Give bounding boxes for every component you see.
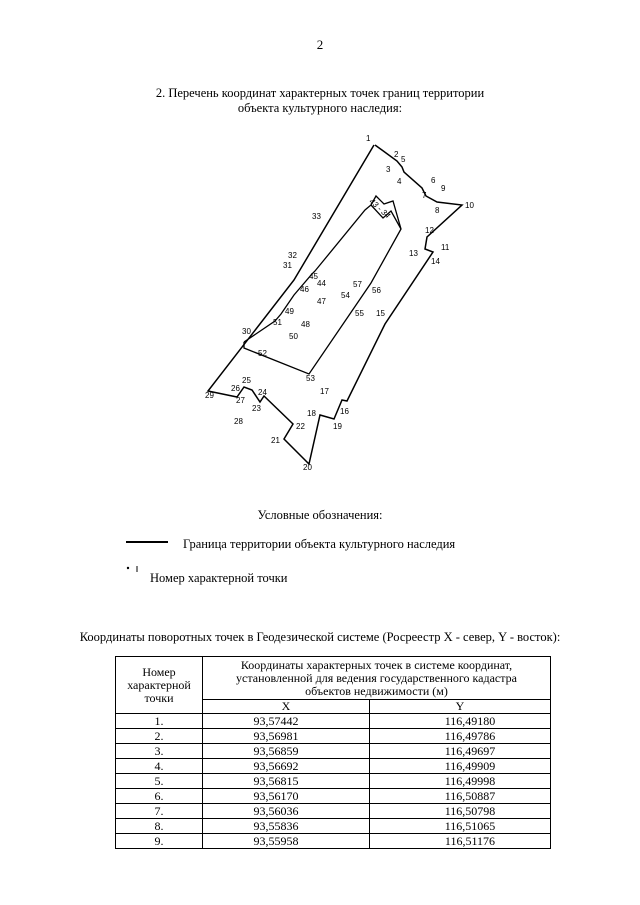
point-label: 44 xyxy=(317,279,326,288)
page-number: 2 xyxy=(316,37,324,52)
cell-point-number: 3. xyxy=(116,744,203,759)
legend-boundary-label: Граница территории объекта культурного наследия xyxy=(183,537,456,551)
point-label: 7 xyxy=(422,191,427,200)
point-label: 20 xyxy=(303,463,312,472)
point-label: 24 xyxy=(258,388,267,397)
header-group-line: Координаты характерных точек в системе координат, xyxy=(240,657,513,672)
point-label: 32 xyxy=(288,251,297,260)
point-label: 30 xyxy=(242,327,251,336)
header-x: X xyxy=(203,700,370,714)
cell-x: 93,57442 xyxy=(203,714,370,729)
cell-point-number: 6. xyxy=(116,789,203,804)
point-label: 55 xyxy=(355,309,364,318)
cell-point-number: 9. xyxy=(116,834,203,849)
cell-y: 116,51065 xyxy=(369,819,550,834)
legend-point-label: Номер характерной точки xyxy=(150,571,288,585)
cell-y: 116,49697 xyxy=(369,744,550,759)
point-label: 15 xyxy=(376,309,385,318)
point-label: 2 xyxy=(394,150,399,159)
legend-point-marker-icon xyxy=(126,565,140,575)
table-row xyxy=(116,804,551,819)
cell-point-number: 1. xyxy=(116,714,203,729)
point-label: 13 xyxy=(409,249,418,258)
header-coordinates-group xyxy=(203,657,551,700)
cell-point-number: 7. xyxy=(116,804,203,819)
point-label: 27 xyxy=(236,396,245,405)
point-label: 12 xyxy=(425,226,434,235)
point-label: 6 xyxy=(431,176,436,185)
point-label: 48 xyxy=(301,320,310,329)
point-label: 51 xyxy=(273,318,282,327)
point-label: 19 xyxy=(333,422,342,431)
legend-title: Условные обозначения: xyxy=(257,508,383,522)
cell-y: 116,50798 xyxy=(369,804,550,819)
point-label: 46 xyxy=(300,285,309,294)
section-heading-line-1: 2. Перечень координат характерных точек границ территории xyxy=(155,86,485,100)
point-label: 25 xyxy=(242,376,251,385)
point-label: 16 xyxy=(340,407,349,416)
coordinates-table xyxy=(115,656,551,849)
table-row xyxy=(116,759,551,774)
point-label: 3 xyxy=(386,165,391,174)
point-label: 4 xyxy=(397,177,402,186)
table-row xyxy=(116,789,551,804)
cell-y: 116,49909 xyxy=(369,759,550,774)
point-label: 26 xyxy=(231,384,240,393)
cell-x: 93,56859 xyxy=(203,744,370,759)
point-label: 5 xyxy=(401,155,406,164)
table-row xyxy=(116,729,551,744)
cell-point-number: 8. xyxy=(116,819,203,834)
table-row xyxy=(116,819,551,834)
point-label: 22 xyxy=(296,422,305,431)
point-label: 43 - 34 xyxy=(367,196,392,221)
cell-x: 93,56815 xyxy=(203,774,370,789)
cell-x: 93,56036 xyxy=(203,804,370,819)
point-label: 21 xyxy=(271,436,280,445)
header-point-number xyxy=(116,657,203,714)
cell-x: 93,56981 xyxy=(203,729,370,744)
point-label: 47 xyxy=(317,297,326,306)
point-label: 56 xyxy=(372,286,381,295)
point-label: 14 xyxy=(431,257,440,266)
point-label: 33 xyxy=(312,212,321,221)
cell-x: 93,55836 xyxy=(203,819,370,834)
cell-y: 116,49180 xyxy=(369,714,550,729)
table-row xyxy=(116,714,551,729)
header-point-line: точки xyxy=(144,690,174,705)
cell-point-number: 4. xyxy=(116,759,203,774)
cell-x: 93,56692 xyxy=(203,759,370,774)
point-label: 1 xyxy=(366,134,371,143)
point-label: 18 xyxy=(307,409,316,418)
header-group-line: объектов недвижимости (м) xyxy=(305,683,448,698)
cell-y: 116,49786 xyxy=(369,729,550,744)
cell-x: 93,55958 xyxy=(203,834,370,849)
cell-y: 116,50887 xyxy=(369,789,550,804)
point-label: 17 xyxy=(320,387,329,396)
point-label: 52 xyxy=(258,349,267,358)
cell-y: 116,49998 xyxy=(369,774,550,789)
section-heading-line-2: объекта культурного наследия: xyxy=(237,101,403,115)
point-labels xyxy=(205,134,474,472)
table-row xyxy=(116,744,551,759)
section-heading xyxy=(120,86,520,116)
point-label: 57 xyxy=(353,280,362,289)
boundary-plan xyxy=(195,125,495,475)
cell-y: 116,51176 xyxy=(369,834,550,849)
point-label: 54 xyxy=(341,291,350,300)
header-group-line: установленной для ведения государственного кадастра xyxy=(236,670,517,685)
point-label: 53 xyxy=(306,374,315,383)
point-label: 8 xyxy=(435,206,440,215)
point-label: 49 xyxy=(285,307,294,316)
point-label: 28 xyxy=(234,417,243,426)
legend-boundary-line-sample xyxy=(126,541,168,543)
cell-point-number: 2. xyxy=(116,729,203,744)
point-label: 9 xyxy=(441,184,446,193)
table-row xyxy=(116,834,551,849)
header-point-line: Номер xyxy=(142,664,176,679)
cell-x: 93,56170 xyxy=(203,789,370,804)
cell-point-number: 5. xyxy=(116,774,203,789)
point-label: 29 xyxy=(205,391,214,400)
table-header-row xyxy=(116,657,551,700)
header-y: Y xyxy=(369,700,550,714)
point-label: 23 xyxy=(252,404,261,413)
point-label: 50 xyxy=(289,332,298,341)
point-label: 45 xyxy=(309,272,318,281)
point-label: 31 xyxy=(283,261,292,270)
point-label: 11 xyxy=(441,243,450,252)
header-point-line: характерной xyxy=(127,677,191,692)
table-row xyxy=(116,774,551,789)
table-caption: Координаты поворотных точек в Геодезической системе (Росреестр X - север, Y - восток): xyxy=(79,630,561,644)
point-label: 10 xyxy=(465,201,474,210)
